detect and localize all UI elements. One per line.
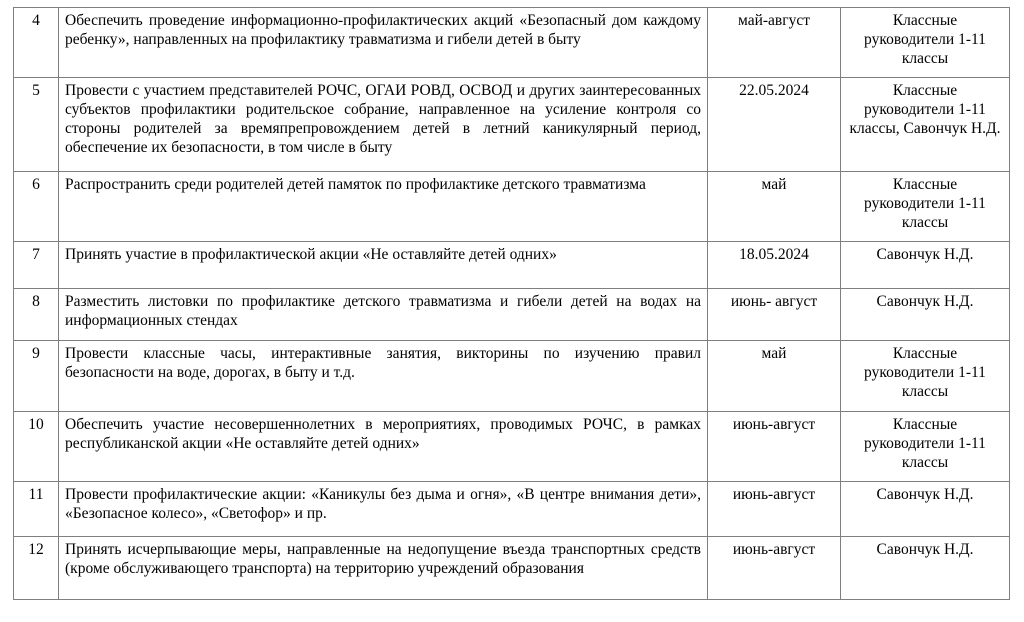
activity-cell: Провести с участием представителей РОЧС, ОГАИ РОВД, ОСВОД и других заинтересованных субъектов профилактики родительское собрание, направленное на усиление контроля со стороны родителей за времяпрепровождением детей в летний каникулярный период, обеспечение их безопасности, в том числе в быту — [59, 78, 708, 172]
activity-cell: Провести профилактические акции: «Каникулы без дыма и огня», «В центре внимания дети», «Безопасное колесо», «Светофор» и пр. — [59, 482, 708, 537]
activity-cell: Обеспечить участие несовершеннолетних в мероприятиях, проводимых РОЧС, в рамках республиканской акции «Не оставляйте детей одних» — [59, 412, 708, 482]
table-row — [14, 8, 1010, 78]
date-cell: май-август — [708, 8, 841, 78]
table-row — [14, 78, 1010, 172]
responsible-cell: Савончук Н.Д. — [841, 537, 1010, 600]
responsible-cell: Савончук Н.Д. — [841, 289, 1010, 341]
responsible-cell: Классные руководители 1-11 классы, Савончук Н.Д. — [841, 78, 1010, 172]
row-number: 6 — [14, 172, 59, 242]
row-number: 7 — [14, 242, 59, 289]
row-number: 9 — [14, 341, 59, 412]
activity-cell: Принять участие в профилактической акции «Не оставляйте детей одних» — [59, 242, 708, 289]
row-number: 11 — [14, 482, 59, 537]
table-row — [14, 412, 1010, 482]
activity-cell: Провести классные часы, интерактивные занятия, викторины по изучению правил безопасности на воде, дорогах, в быту и т.д. — [59, 341, 708, 412]
row-number: 4 — [14, 8, 59, 78]
date-cell: июнь-август — [708, 537, 841, 600]
activity-cell: Распространить среди родителей детей памяток по профилактике детского травматизма — [59, 172, 708, 242]
date-cell: июнь- август — [708, 289, 841, 341]
responsible-cell: Классные руководители 1-11 классы — [841, 412, 1010, 482]
activity-cell: Принять исчерпывающие меры, направленные на недопущение въезда транспортных средств (кроме обслуживающего транспорта) на территорию учреждений образования — [59, 537, 708, 600]
table-row — [14, 172, 1010, 242]
row-number: 12 — [14, 537, 59, 600]
table-row — [14, 537, 1010, 600]
responsible-cell: Савончук Н.Д. — [841, 242, 1010, 289]
responsible-cell: Классные руководители 1-11 классы — [841, 8, 1010, 78]
date-cell: июнь-август — [708, 412, 841, 482]
responsible-cell: Савончук Н.Д. — [841, 482, 1010, 537]
activity-cell: Разместить листовки по профилактике детского травматизма и гибели детей на водах на информационных стендах — [59, 289, 708, 341]
row-number: 5 — [14, 78, 59, 172]
table-row — [14, 482, 1010, 537]
table-row — [14, 289, 1010, 341]
table-row — [14, 242, 1010, 289]
date-cell: май — [708, 172, 841, 242]
activity-cell: Обеспечить проведение информационно-профилактических акций «Безопасный дом каждому ребенку», направленных на профилактику травматизма и гибели детей в быту — [59, 8, 708, 78]
date-cell: 22.05.2024 — [708, 78, 841, 172]
date-cell: 18.05.2024 — [708, 242, 841, 289]
row-number: 10 — [14, 412, 59, 482]
date-cell: май — [708, 341, 841, 412]
responsible-cell: Классные руководители 1-11 классы — [841, 341, 1010, 412]
row-number: 8 — [14, 289, 59, 341]
activity-plan-table — [13, 7, 1010, 600]
table-row — [14, 341, 1010, 412]
responsible-cell: Классные руководители 1-11 классы — [841, 172, 1010, 242]
date-cell: июнь-август — [708, 482, 841, 537]
